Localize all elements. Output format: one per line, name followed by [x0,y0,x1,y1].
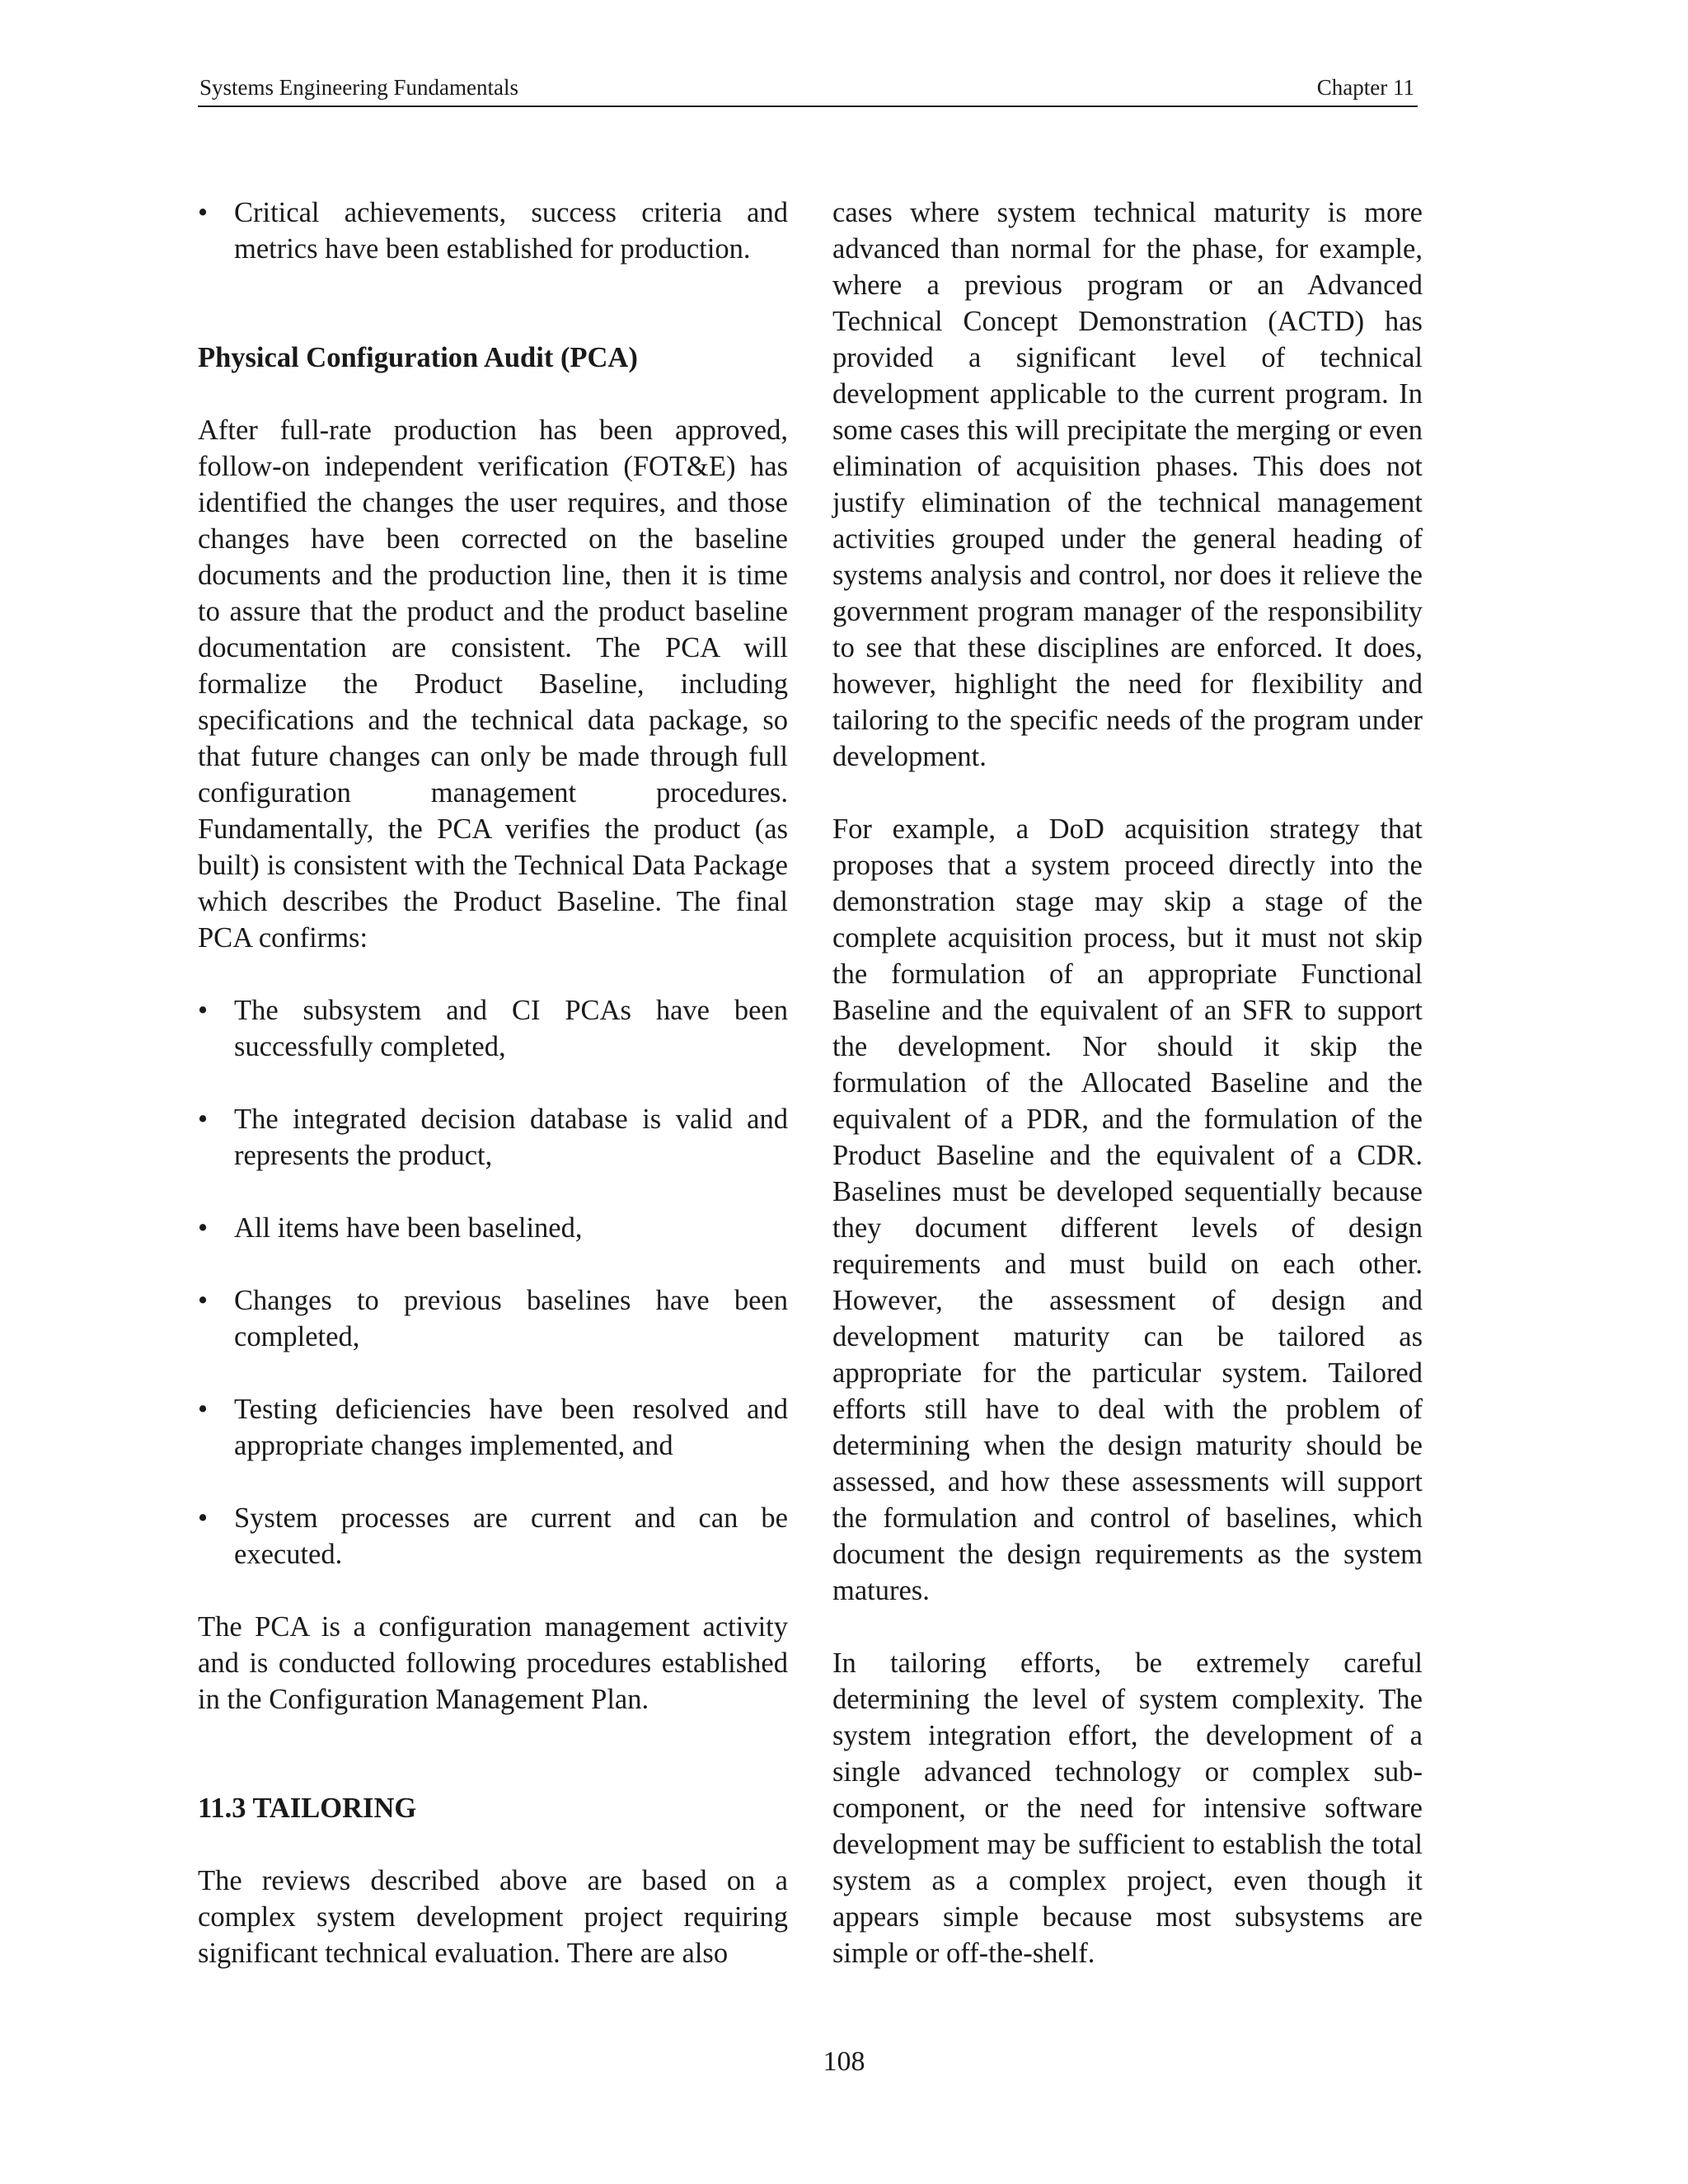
bullet-text: Testing deficiencies have been resolved and appropriate changes implemented, and [234,1394,788,1461]
bullet-text: The subsystem and CI PCAs have been successfully completed, [234,995,788,1062]
acquisition-strategy-paragraph: For example, a DoD acquisition strategy that proposes that a system proceed directly into the demonstration stage may skip a stage of the complete acquisition process, but it must not skip the formulation of an appropriate Functional Baseline and the equivalent of an SFR to support the development. Nor should it skip the formulation of the Allocated Baseline and the equivalent of a PDR, and the formulation of the Product Baseline and the equivalent of a CDR. Baselines must be developed sequentially because they document different levels of design requirements and must build on each other. However, the assessment of design and development maturity can be tailored as appropriate for the particular system. Tailored efforts still have to deal with the problem of determining when the design maturity should be assessed, and how these assessments will support the formulation and control of baselines, which document the design requirements as the system matures. [832,813,1423,1606]
page-number: 108 [823,2046,865,2077]
header-book-title: Systems Engineering Fundamentals [199,75,518,100]
bullet-glyph: • [198,1394,209,1425]
pca-heading: Physical Configuration Audit (PCA) [198,342,638,373]
bullet-text: Changes to previous baselines have been completed, [234,1285,788,1352]
pca-closing-paragraph: The PCA is a configuration management activity and is conducted following procedures established in the Configuration Management Plan. [198,1611,788,1715]
pca-paragraph: After full-rate production has been approved, follow-on independent verification (FOT&E) has identified the changes the user requires, and those changes have been corrected on the baseline documents and the production line, then it is time to assure that the product and the product baseline documentation are consistent. The PCA will formalize the Product Baseline, including specifications and the technical data package, so that future changes can only be made through full configuration management procedures. Fundamentally, the PCA verifies the product (as built) is consistent with the Technical Data Package which describes the Product Baseline. The final PCA confirms: [198,415,788,954]
left-column [198,194,788,1971]
header-chapter: Chapter 11 [1316,75,1414,100]
bullet-text: All items have been baselined, [234,1212,583,1244]
complexity-paragraph: In tailoring efforts, be extremely careful determining the level of system complexity. The system integration effort, the development of a single advanced technology or complex sub-component, or the need for intensive software development may be sufficient to establish the total system as a complex project, even though it appears simple because most subsystems are simple or off-the-shelf. [832,1647,1423,1969]
bullet-text: System processes are current and can be executed. [234,1502,788,1570]
pca-confirm-list [198,992,788,1572]
list-item [198,194,788,267]
list-item [198,1500,788,1572]
list-item [198,1101,788,1174]
list-item [198,1210,788,1246]
tailoring-paragraph-continued: cases where system technical maturity is more advanced than normal for the phase, for example, where a previous program or an Advanced Technical Concept Demonstration (ACTD) has provided a significant level of technical development applicable to the current program. In some cases this will precipitate the merging or even elimination of acquisition phases. This does not justify elimination of the technical management activities grouped under the general heading of systems analysis and control, nor does it relieve the government program manager of the responsibility to see that these disciplines are enforced. It does, however, highlight the need for flexibility and tailoring to the specific needs of the program under development. [832,197,1423,772]
tailoring-heading: 11.3 TAILORING [198,1793,417,1824]
tailoring-paragraph: The reviews described above are based on a complex system development project requiring significant technical evaluation. There are also [198,1865,788,1969]
list-item [198,992,788,1065]
intro-bullet-list [198,194,788,267]
bullet-glyph: • [198,995,209,1026]
list-item [198,1282,788,1355]
bullet-text: The integrated decision database is valid and represents the product, [234,1104,788,1171]
bullet-text: Critical achievements, success criteria and metrics have been established for production. [234,197,788,265]
right-column [832,194,1423,1971]
bullet-glyph: • [198,1212,209,1244]
list-item [198,1391,788,1464]
running-header [198,69,1418,107]
bullet-glyph: • [198,1104,209,1135]
bullet-glyph: • [198,1285,209,1316]
bullet-glyph: • [198,1502,209,1534]
bullet-glyph: • [198,197,209,228]
